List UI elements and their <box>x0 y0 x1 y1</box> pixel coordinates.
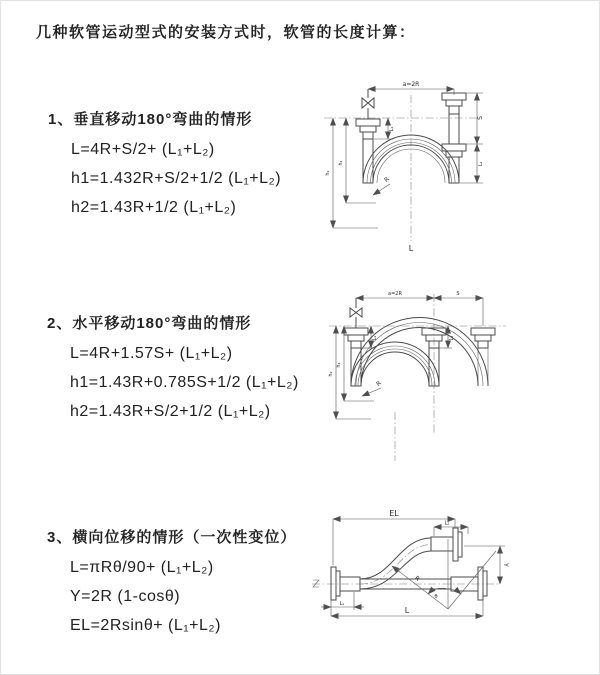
section-1-formula-h2: h2=1.43R+1/2 (L₁+L₂) <box>71 199 237 216</box>
dimension-l1 <box>374 118 395 139</box>
dim-label-s: S <box>477 116 484 120</box>
dimension-h2 <box>328 326 371 419</box>
page-title: 几种软管运动型式的安装方式时，软管的长度计算： <box>36 24 416 41</box>
section-1-formula-h1: h1=1.432R+S/2+1/2 (L₁+L₂) <box>71 170 282 187</box>
upper-right-flange <box>431 528 462 561</box>
valve-icon <box>362 89 374 119</box>
centerlines <box>324 95 479 241</box>
dim-label-y: Y <box>502 563 509 567</box>
dim-label-r: R <box>413 574 421 583</box>
section-2-formula-L: L=4R+1.57S+ (L₁+L₂) <box>70 345 233 362</box>
left-flange <box>331 567 360 600</box>
radius-callout <box>362 380 383 396</box>
dimension-h2 <box>325 118 378 228</box>
section-2-heading: 2、水平移动180°弯曲的情形 <box>47 315 252 332</box>
section-2-formula-h2: h2=1.43R+S/2+1/2 (L₁+L₂) <box>70 403 271 420</box>
section-1-formula-L: L=4R+S/2+ (L₁+L₂) <box>71 141 215 158</box>
section-1 <box>48 108 281 228</box>
dim-label-h2: h₂ <box>328 371 334 377</box>
diagram-lateral-displacement <box>304 507 576 635</box>
dim-label-l1: L₁ <box>389 126 395 132</box>
dim-label-l2: L₂ <box>444 520 450 527</box>
dimension-l2 <box>439 326 455 348</box>
section-1-heading: 1、垂直移动180°弯曲的情形 <box>48 111 253 128</box>
u-bend-hose-displaced <box>351 318 488 387</box>
dim-label-l2: L₂ <box>449 335 455 341</box>
dim-label-length: L <box>408 244 414 253</box>
dimension-h1 <box>338 118 376 203</box>
dim-label-el: EL <box>389 509 399 518</box>
valve-icon <box>350 298 362 328</box>
angle-label-theta: θ <box>434 594 438 600</box>
section-3-heading: 3、横向位移的情形（一次性变位） <box>47 529 297 546</box>
dim-label-a2r: a=2R <box>402 81 420 88</box>
radius-construction <box>392 539 496 609</box>
centerline-break-mark <box>313 580 319 587</box>
section-3-formula-L: L=πRθ/90+ (L₁+L₂) <box>70 559 214 576</box>
dim-label-h1: h₁ <box>336 362 342 368</box>
dim-label-length: L <box>404 606 410 615</box>
dim-label-l1: L₁ <box>339 601 345 607</box>
dimension-l2 <box>477 144 484 183</box>
diagram-vertical-movement <box>316 71 516 256</box>
dimension-l2 <box>434 521 468 537</box>
dim-label-s: S <box>456 291 460 297</box>
section-2-formula-h1: h1=1.43R+0.785S+1/2 (L₁+L₂) <box>70 374 299 391</box>
section-3-formula-Y: Y=2R (1-cosθ) <box>70 588 181 605</box>
dimension-l1 <box>321 592 364 610</box>
hose-displaced-position <box>360 538 431 589</box>
u-bend-hose <box>351 342 439 386</box>
section-3-formula-EL: EL=2Rsinθ+ (L₁+L₂) <box>70 617 221 634</box>
dim-label-l2: L₂ <box>478 161 484 167</box>
section-3 <box>47 526 296 646</box>
displaced-end-fitting <box>471 328 495 386</box>
dim-label-l1: L₁ <box>372 335 378 341</box>
dim-label-a2r: a=2R <box>388 291 402 297</box>
dim-label-h2: h₂ <box>325 170 331 176</box>
diagram-horizontal-movement <box>326 286 526 476</box>
dim-label-h1: h₁ <box>338 160 344 166</box>
section-2 <box>47 312 299 432</box>
right-end-fitting <box>442 93 466 183</box>
dimension-width-a2r <box>356 291 434 298</box>
dim-label-r: R <box>375 379 383 388</box>
dim-label-r: R <box>383 175 391 184</box>
radius-callout <box>373 176 391 195</box>
dimension-stroke-s <box>460 93 484 183</box>
dimension-width-a2r <box>368 81 454 95</box>
